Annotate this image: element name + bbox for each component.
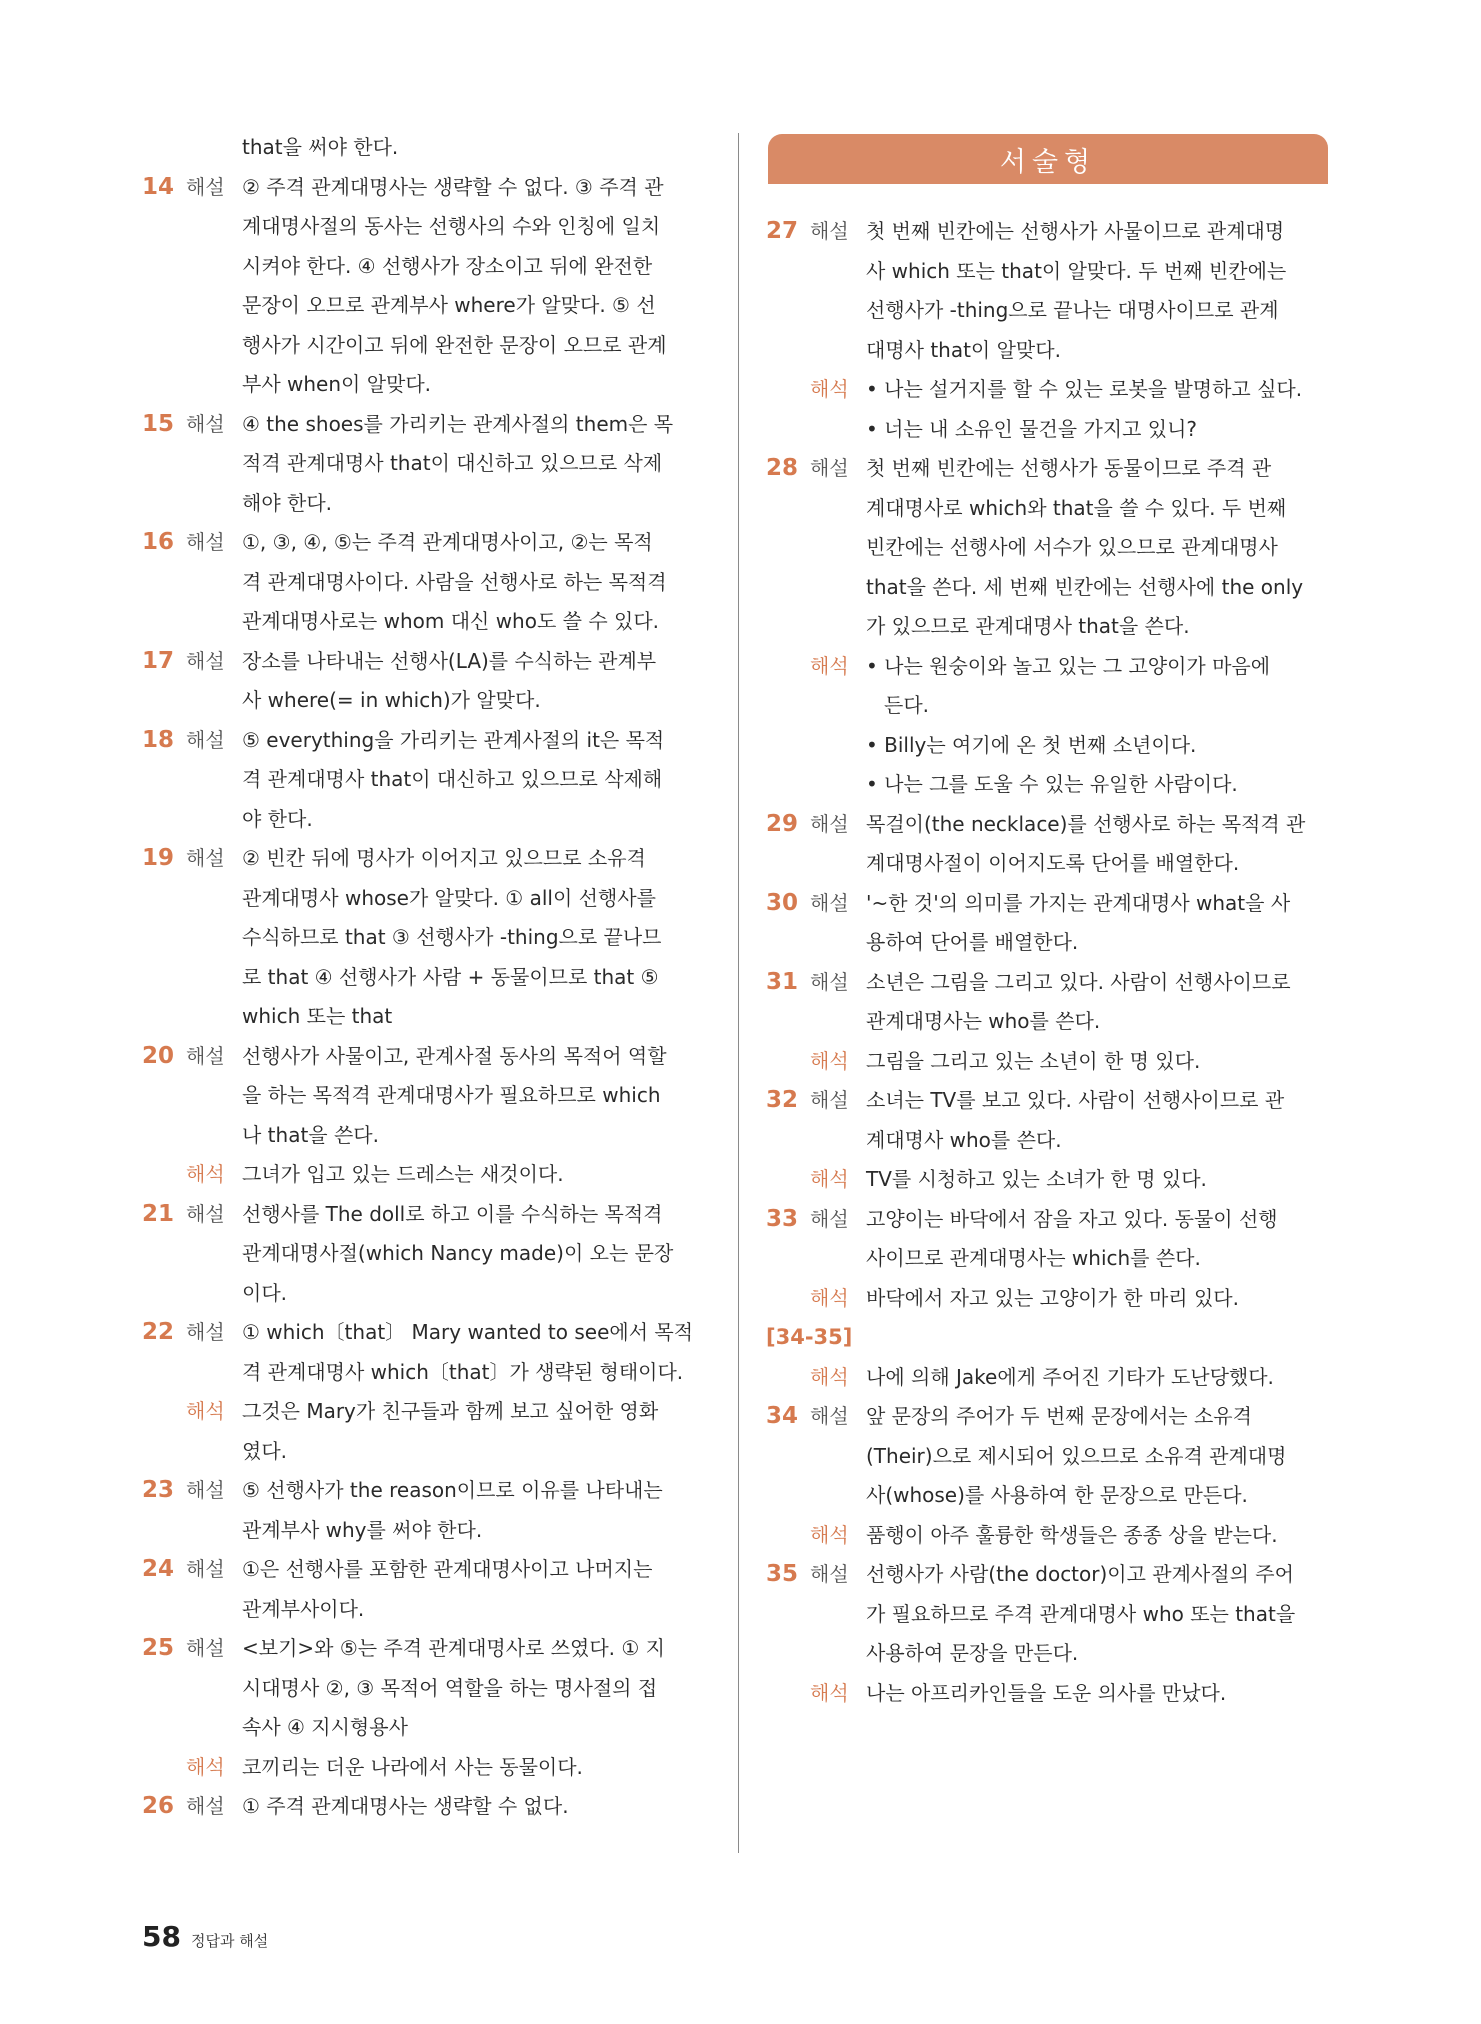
question-group-label: [34-35] (766, 1325, 853, 1349)
text-line: 문장이 오므로 관계부사 where가 알맞다. ⑤ 선 (242, 293, 656, 317)
answer-text (866, 370, 1326, 449)
answer-block (142, 128, 707, 168)
text-line: 사이므로 관계대명사는 which를 쓴다. (866, 1246, 1201, 1270)
text-line: 대명사 that이 알맞다. (866, 337, 1061, 362)
answer-block (142, 1629, 707, 1748)
bullet-line: • 나는 그를 도울 수 있는 유일한 사람이다. (866, 772, 1238, 796)
text-line: 격 관계대명사 that이 대신하고 있으므로 삭제해 (242, 767, 663, 791)
question-number (142, 128, 186, 168)
explanation-label: 해설 (810, 456, 849, 480)
answer-block (142, 168, 707, 405)
text-line: 목걸이(the necklace)를 선행사로 하는 목적격 관 (866, 811, 1306, 836)
answer-block (142, 642, 707, 721)
explanation-label: 해설 (186, 530, 225, 554)
answer-block (766, 1555, 1326, 1674)
question-number: 26 (142, 1793, 175, 1819)
text-line: 수식하므로 that ③ 선행사가 -thing으로 끝나므 (242, 925, 662, 949)
question-number (142, 1748, 186, 1788)
answer-text (866, 647, 1326, 805)
text-line: 계대명사로 which와 that을 쓸 수 있다. 두 번째 (866, 495, 1287, 520)
answer-text (866, 1516, 1326, 1556)
answer-block (766, 1200, 1326, 1279)
translation-label: 해석 (810, 1285, 849, 1310)
answer-block (766, 805, 1326, 884)
text-line: 장소를 나타내는 선행사(LA)를 수식하는 관계부 (242, 648, 657, 673)
answer-text (242, 642, 707, 721)
explanation-label (186, 128, 242, 168)
text-line: ④ the shoes를 가리키는 관계사절의 them은 목 (242, 411, 674, 436)
explanation-label: 해설 (186, 1636, 225, 1660)
text-line: 선행사가 사람(the doctor)이고 관계사절의 주어 (866, 1562, 1294, 1586)
text-line: 그녀가 입고 있는 드레스는 새것이다. (242, 1162, 564, 1186)
translation-label: 해석 (810, 1522, 849, 1547)
explanation-label: 해설 (810, 219, 849, 243)
question-number: 19 (142, 845, 175, 871)
question-number: 24 (142, 1556, 175, 1582)
explanation-label: 해설 (186, 846, 225, 870)
explanation-label: 해설 (186, 174, 225, 199)
text-line: 관계부사이다. (242, 1596, 365, 1621)
question-number (766, 370, 810, 449)
page-footer (142, 1920, 268, 1953)
text-line: 을 하는 목적격 관계대명사가 필요하므로 which (242, 1083, 661, 1107)
text-line: 가 필요하므로 주격 관계대명사 who 또는 that을 (866, 1601, 1296, 1626)
question-number: 25 (142, 1635, 175, 1661)
answer-text (242, 1155, 707, 1195)
answer-block (142, 523, 707, 642)
answer-block (142, 721, 707, 840)
text-line: 고양이는 바닥에서 잠을 자고 있다. 동물이 선행 (866, 1206, 1278, 1231)
text-line: ② 주격 관계대명사는 생략할 수 없다. ③ 주격 관 (242, 174, 664, 199)
text-line: 로 that ④ 선행사가 사람 + 동물이므로 that ⑤ (242, 964, 659, 989)
answer-text (866, 963, 1326, 1042)
answer-block (142, 1155, 707, 1195)
text-line: <보기>와 ⑤는 주격 관계대명사로 쓰였다. ① 지 (242, 1636, 665, 1660)
explanation-label: 해설 (186, 648, 225, 673)
text-line: 바닥에서 자고 있는 고양이가 한 마리 있다. (866, 1285, 1239, 1310)
answer-text (866, 212, 1326, 370)
answer-text (866, 1358, 1326, 1398)
answer-block (142, 839, 707, 1037)
text-line: 시대명사 ②, ③ 목적어 역할을 하는 명사절의 접 (242, 1675, 658, 1700)
answer-block (142, 1195, 707, 1314)
question-number (766, 1279, 810, 1319)
explanation-label: 해설 (186, 1557, 225, 1581)
answer-text (866, 1555, 1326, 1674)
answer-block (766, 370, 1326, 449)
text-line: ② 빈칸 뒤에 명사가 이어지고 있으므로 소유격 (242, 846, 646, 870)
answer-text (866, 1674, 1326, 1714)
answer-text (866, 1081, 1326, 1160)
question-number: 31 (766, 968, 799, 995)
text-line: 그림을 그리고 있는 소년이 한 명 있다. (866, 1048, 1201, 1073)
answer-text (242, 1550, 707, 1629)
text-line: 계대명사절의 동사는 선행사의 수와 인칭에 일치 (242, 214, 661, 238)
left-column (142, 128, 707, 1827)
explanation-label: 해설 (810, 969, 849, 994)
answer-text (242, 1195, 707, 1314)
question-number (766, 1674, 810, 1714)
text-line: (Their)으로 제시되어 있으므로 소유격 관계대명 (866, 1443, 1287, 1468)
translation-label: 해석 (186, 1162, 225, 1186)
answer-text (242, 168, 707, 405)
answer-text (242, 1471, 707, 1550)
bullet-line: • Billy는 여기에 온 첫 번째 소년이다. (866, 732, 1197, 757)
answer-block (766, 1516, 1326, 1556)
text-line: 나에 의해 Jake에게 주어진 기타가 도난당했다. (866, 1364, 1274, 1389)
answer-block (766, 212, 1326, 370)
translation-label: 해석 (810, 1364, 849, 1389)
text-line: 선행사를 The doll로 하고 이를 수식하는 목적격 (242, 1201, 663, 1226)
text-line: 계대명사절이 이어지도록 단어를 배열한다. (866, 851, 1240, 875)
text-line: 격 관계대명사 which〔that〕가 생략된 형태이다. (242, 1359, 684, 1384)
translation-label: 해석 (810, 653, 849, 678)
translation-label: 해석 (810, 1680, 849, 1705)
answer-text (242, 721, 707, 840)
text-line: '~한 것'의 의미를 가지는 관계대명사 what을 사 (866, 890, 1291, 915)
text-line: 사(whose)를 사용하여 한 문장으로 만든다. (866, 1483, 1248, 1507)
section-header-descriptive (768, 134, 1328, 184)
answer-block (766, 449, 1326, 647)
text-line: 선행사가 -thing으로 끝나는 대명사이므로 관계 (866, 298, 1279, 322)
question-number: 20 (142, 1042, 175, 1069)
question-number: 33 (766, 1205, 799, 1232)
text-line: 적격 관계대명사 that이 대신하고 있으므로 삭제 (242, 451, 663, 475)
answer-text (242, 523, 707, 642)
question-number (142, 1392, 186, 1471)
answer-text (866, 449, 1326, 647)
question-number: 16 (142, 529, 175, 555)
text-line: 사 where(= in which)가 알맞다. (242, 688, 541, 712)
text-line: 선행사가 사물이고, 관계사절 동사의 목적어 역할 (242, 1043, 667, 1068)
text-line: 관계부사 why를 써야 한다. (242, 1517, 483, 1542)
text-line: 사 which 또는 that이 알맞다. 두 번째 빈칸에는 (866, 258, 1287, 283)
question-number: 29 (766, 810, 799, 837)
answer-text (242, 1629, 707, 1748)
explanation-label: 해설 (186, 727, 225, 752)
bullet-line: 든다. (884, 693, 929, 717)
answer-block (142, 1748, 707, 1788)
text-line: 첫 번째 빈칸에는 선행사가 사물이므로 관계대명 (866, 219, 1285, 243)
question-number: 14 (142, 173, 175, 200)
answer-block (142, 1313, 707, 1392)
text-line: 해야 한다. (242, 490, 332, 515)
answer-text (242, 1748, 707, 1788)
answer-text (242, 1392, 707, 1471)
question-number: 27 (766, 218, 799, 244)
answer-text (242, 1787, 707, 1827)
translation-label: 해석 (810, 1167, 849, 1191)
text-line: 였다. (242, 1438, 287, 1463)
question-number: 28 (766, 455, 799, 481)
text-line: 빈칸에는 선행사에 서수가 있으므로 관계대명사 (866, 535, 1278, 559)
text-line: 앞 문장의 주어가 두 번째 문장에서는 소유격 (866, 1404, 1252, 1428)
answer-block (766, 963, 1326, 1042)
question-number (142, 1155, 186, 1195)
question-number: 34 (766, 1403, 799, 1429)
answer-block (766, 1042, 1326, 1082)
explanation-label: 해설 (810, 1088, 849, 1112)
question-number: 15 (142, 410, 175, 437)
text-line: 코끼리는 더운 나라에서 사는 동물이다. (242, 1754, 583, 1779)
explanation-label: 해설 (810, 811, 849, 836)
answer-text (866, 1160, 1326, 1200)
question-number: 21 (142, 1200, 175, 1227)
text-line: that을 쓴다. 세 번째 빈칸에는 선행사에 the only (866, 574, 1304, 599)
text-line: 가 있으므로 관계대명사 that을 쓴다. (866, 614, 1190, 638)
question-number (766, 647, 810, 805)
question-number: 18 (142, 726, 175, 753)
text-line: 행사가 시간이고 뒤에 완전한 문장이 오므로 관계 (242, 332, 667, 357)
text-line: 부사 when이 알맞다. (242, 372, 432, 396)
answer-text (866, 884, 1326, 963)
answer-text (242, 1313, 707, 1392)
translation-label: 해석 (186, 1399, 225, 1423)
answer-block (766, 1397, 1326, 1516)
explanation-label: 해설 (186, 1320, 225, 1344)
question-number (766, 1042, 810, 1082)
text-line: 소년은 그림을 그리고 있다. 사람이 선행사이므로 (866, 969, 1291, 994)
question-number (766, 1516, 810, 1556)
question-number (766, 1358, 810, 1398)
translation-label: 해석 (186, 1754, 225, 1779)
text-line: ① 주격 관계대명사는 생략할 수 없다. (242, 1794, 569, 1818)
text-line: TV를 시청하고 있는 소녀가 한 명 있다. (866, 1167, 1207, 1191)
question-number (766, 1160, 810, 1200)
explanation-label: 해설 (186, 1794, 225, 1818)
answer-text (242, 405, 707, 524)
text-line: 관계대명사절(which Nancy made)이 오는 문장 (242, 1241, 674, 1265)
text-line: 속사 ④ 지시형용사 (242, 1715, 408, 1739)
text-line: 사용하여 문장을 만든다. (866, 1641, 1079, 1665)
text-line: 격 관계대명사이다. 사람을 선행사로 하는 목적격 (242, 569, 667, 594)
answer-block (142, 1037, 707, 1156)
text-line: 소녀는 TV를 보고 있다. 사람이 선행사이므로 관 (866, 1088, 1285, 1112)
right-column (766, 212, 1326, 1713)
answer-block (142, 405, 707, 524)
answer-text (866, 1200, 1326, 1279)
text-line: 이다. (242, 1280, 287, 1305)
answer-block (142, 1550, 707, 1629)
text-line: 야 한다. (242, 806, 313, 831)
text-line: 나 that을 쓴다. (242, 1122, 379, 1147)
text-line: 첫 번째 빈칸에는 선행사가 동물이므로 주격 관 (866, 456, 1272, 480)
text-line: 시켜야 한다. ④ 선행사가 장소이고 뒤에 완전한 (242, 253, 653, 278)
explanation-label: 해설 (810, 1404, 849, 1428)
question-number: 17 (142, 647, 175, 674)
text-line: ⑤ 선행사가 the reason이므로 이유를 나타내는 (242, 1478, 663, 1502)
question-number: 30 (766, 889, 799, 916)
question-number: 32 (766, 1087, 799, 1113)
answer-text (242, 1037, 707, 1156)
answer-text (866, 1042, 1326, 1082)
text-line: 관계대명사 whose가 알맞다. ① all이 선행사를 (242, 885, 656, 910)
explanation-label: 해설 (810, 1206, 849, 1231)
translation-label: 해석 (810, 377, 849, 401)
answer-block (766, 1081, 1326, 1160)
page-number: 58 (142, 1920, 181, 1953)
text-line: ①, ③, ④, ⑤는 주격 관계대명사이고, ②는 목적 (242, 530, 653, 554)
answer-text (242, 839, 707, 1037)
bullet-line: • 너는 내 소유인 물건을 가지고 있니? (866, 416, 1198, 441)
answer-block (142, 1471, 707, 1550)
text-line: 관계대명사는 who를 쓴다. (866, 1009, 1101, 1033)
answer-block (142, 1392, 707, 1471)
explanation-label: 해설 (186, 411, 225, 436)
question-number: 22 (142, 1319, 175, 1345)
explanation-label: 해설 (810, 1562, 849, 1586)
text-line: which 또는 that (242, 1004, 393, 1028)
answer-text (866, 805, 1326, 884)
answer-block (766, 647, 1326, 805)
explanation-label: 해설 (186, 1043, 225, 1068)
text-line: 관계대명사로는 whom 대신 who도 쓸 수 있다. (242, 609, 660, 633)
translation-label: 해석 (810, 1048, 849, 1073)
answer-block (766, 1674, 1326, 1714)
bullet-line: • 나는 원숭이와 놀고 있는 그 고양이가 마음에 (866, 653, 1271, 678)
text-line: ⑤ everything을 가리키는 관계사절의 it은 목적 (242, 727, 665, 752)
answer-block (766, 1160, 1326, 1200)
answer-text (242, 128, 707, 168)
answer-block (142, 1787, 707, 1827)
answer-text (866, 1397, 1326, 1516)
text-line: ①은 선행사를 포함한 관계대명사이고 나머지는 (242, 1557, 653, 1581)
text-line: 나는 아프리카인들을 도운 의사를 만났다. (866, 1680, 1227, 1705)
text-line: that을 써야 한다. (242, 135, 399, 159)
explanation-label: 해설 (186, 1478, 225, 1502)
answer-text (866, 1279, 1326, 1319)
explanation-label: 해설 (810, 890, 849, 915)
footer-label: 정답과 해설 (190, 1932, 269, 1950)
text-line: 계대명사 who를 쓴다. (866, 1127, 1062, 1152)
answer-block (766, 1279, 1326, 1319)
question-number: 23 (142, 1477, 175, 1503)
section-title: 서술형 (999, 146, 1097, 178)
question-number: 35 (766, 1561, 799, 1587)
explanation-label: 해설 (186, 1201, 225, 1226)
text-line: 그것은 Mary가 친구들과 함께 보고 싶어한 영화 (242, 1399, 659, 1423)
text-line: ① which〔that〕 Mary wanted to see에서 목적 (242, 1320, 694, 1344)
bullet-line: • 나는 설거지를 할 수 있는 로봇을 발명하고 싶다. (866, 377, 1303, 401)
answer-block (766, 884, 1326, 963)
text-line: 품행이 아주 훌륭한 학생들은 종종 상을 받는다. (866, 1522, 1278, 1547)
answer-block (766, 1358, 1326, 1398)
column-divider (738, 133, 739, 1853)
text-line: 용하여 단어를 배열한다. (866, 930, 1079, 954)
